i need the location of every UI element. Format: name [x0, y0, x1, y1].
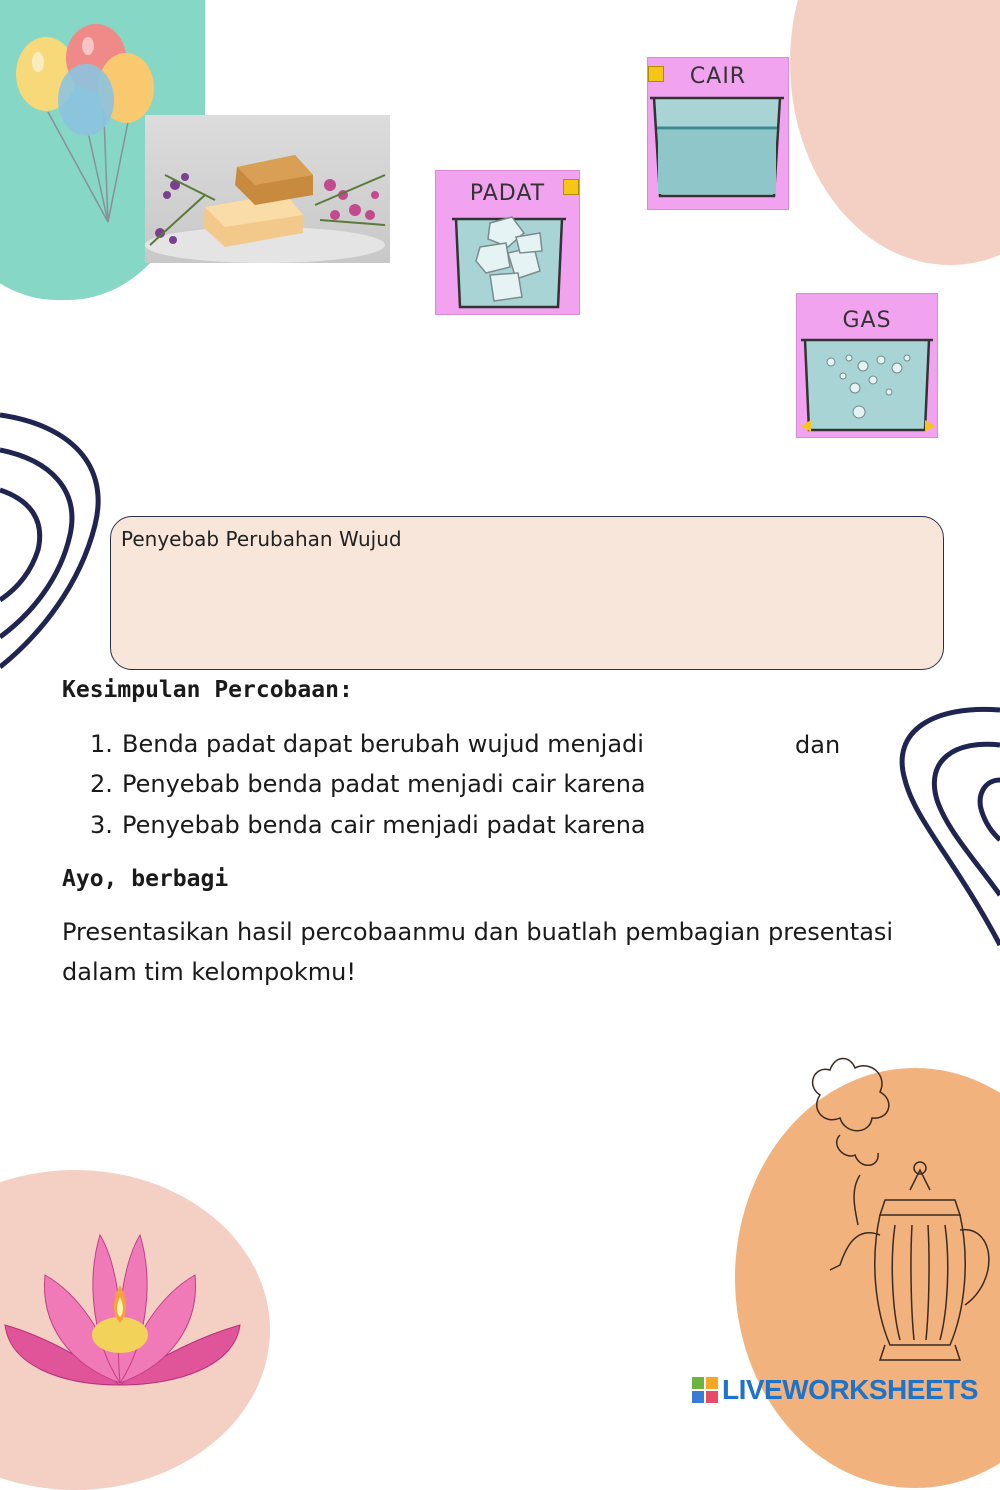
steaming-teapot-illustration	[800, 1050, 1000, 1405]
beaker-with-ice-icon	[450, 213, 568, 313]
peach-blob-top	[790, 0, 1000, 265]
conclusion-item-1	[90, 730, 644, 758]
padat-label: PADAT	[469, 181, 546, 206]
list-text: Benda padat dapat berubah wujud menjadi	[122, 730, 644, 758]
list-number: 2.	[90, 770, 113, 798]
answer-box-label: Penyebab Perubahan Wujud	[121, 527, 402, 551]
conclusion-heading: Kesimpulan Percobaan:	[62, 677, 353, 703]
list-number: 3.	[90, 811, 113, 839]
gas-label: GAS	[842, 308, 892, 333]
liveworksheets-wordmark: LIVEWORKSHEETS	[722, 1374, 978, 1405]
conclusion-item-1-tail: dan	[795, 731, 841, 759]
conclusion-item-3	[90, 811, 646, 839]
answer-box-penyebab[interactable]	[110, 516, 944, 670]
liveworksheets-logo	[692, 1374, 978, 1406]
gas-card	[796, 293, 938, 438]
beaker-with-water-icon	[650, 92, 786, 204]
cair-card	[647, 57, 789, 210]
cair-label: CAIR	[689, 64, 747, 89]
conclusion-item-2	[90, 770, 646, 798]
share-line-1: Presentasikan hasil percobaanmu dan buatlah pembagian presentasi	[62, 918, 894, 946]
beaker-with-bubbles-icon	[801, 336, 935, 436]
lotus-candle-illustration	[0, 1215, 245, 1405]
soap-bars-with-flowers-photo	[145, 115, 390, 263]
balloons-illustration	[8, 22, 158, 227]
share-heading: Ayo, berbagi	[62, 866, 229, 892]
list-text: Penyebab benda cair menjadi padat karena	[122, 811, 646, 839]
share-line-2: dalam tim kelompokmu!	[62, 958, 356, 986]
list-number: 1.	[90, 730, 113, 758]
list-text: Penyebab benda padat menjadi cair karena	[122, 770, 646, 798]
card-tab-marker	[563, 179, 579, 195]
live-badge-icon	[692, 1377, 718, 1403]
swirl-left-decoration	[0, 405, 110, 675]
padat-card	[435, 170, 580, 315]
swirl-right-decoration	[895, 700, 1000, 955]
